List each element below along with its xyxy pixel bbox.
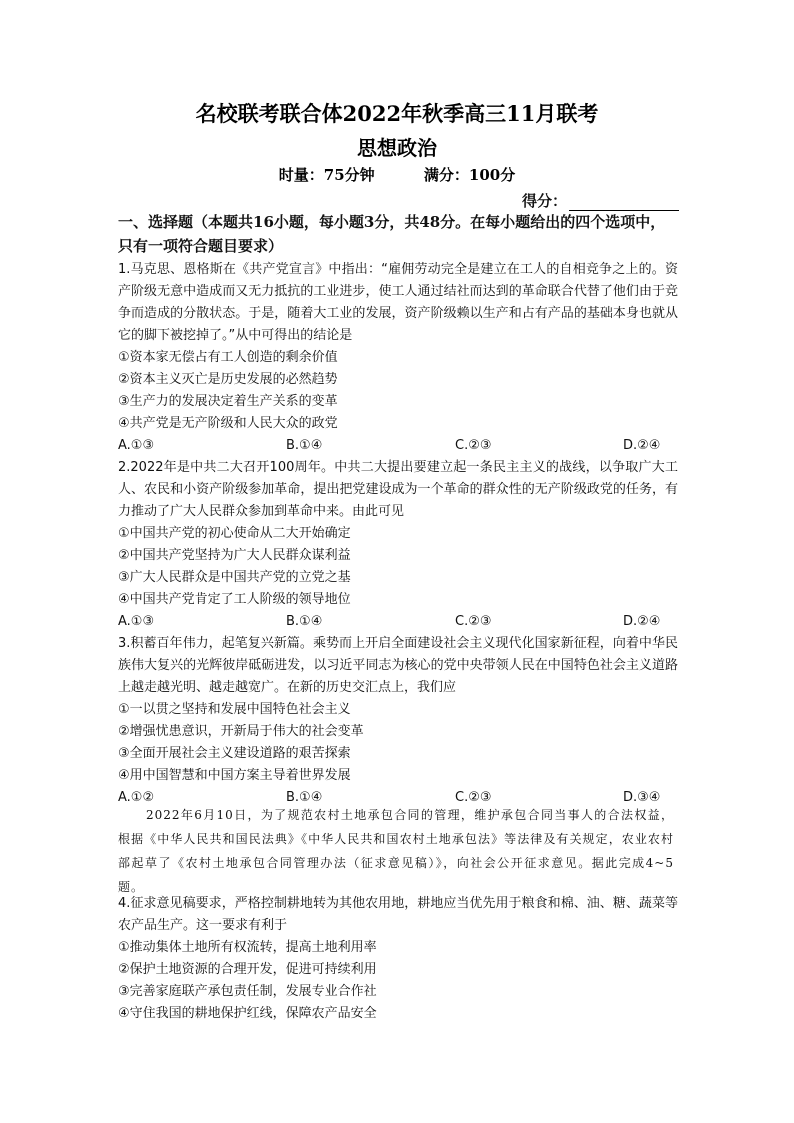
choice-a: A.①③ <box>118 438 155 453</box>
question-1-option-4: ④共产党是无产阶级和人民大众的政党 <box>118 416 338 431</box>
question-2-option-1: ①中国共产党的初心使命从二大开始确定 <box>118 526 351 541</box>
question-4-stem: 4.征求意见稿要求，严格控制耕地转为其他农用地，耕地应当优先用于粮食和棉、油、糖、蔬菜等农产品生产。这一要求有利于 <box>118 896 678 933</box>
exam-title: 名校联考联合体2022年秋季高三11月联考 <box>195 101 599 126</box>
question-3-option-3: ③全面开展社会主义建设道路的艰苦探索 <box>118 746 351 761</box>
question-2-choices <box>118 611 670 633</box>
question-2-option-4: ④中国共产党肯定了工人阶级的领导地位 <box>118 592 351 607</box>
choice-d: D.②④ <box>623 438 661 453</box>
subject-title: 思想政治 <box>357 136 437 160</box>
score-label: 得分： <box>522 192 568 210</box>
question-2-option-2: ②中国共产党坚持为广大人民群众谋利益 <box>118 548 351 563</box>
question-1-option-3: ③生产力的发展决定着生产关系的变革 <box>118 394 338 409</box>
question-3-stem: 3.积蓄百年伟力，起笔复兴新篇。乘势而上开启全面建设社会主义现代化国家新征程，向着中华民族伟大复兴的光辉彼岸砥砺进发，以习近平同志为核心的党中央带领人民在中国特色社会主义道路上越走越光明、越走越宽广。在新的历史交汇点上，我们应 <box>118 636 678 695</box>
exam-info <box>0 164 794 185</box>
question-2-stem: 2.2022年是中共二大召开100周年。中共二大提出要建立起一条民主主义的战线，以争取广大工人、农民和小资产阶级参加革命，提出把党建设成为一个革命的群众性的无产阶级政党的任务，有力推动了广大人民群众参加到革命中来。由此可见 <box>118 460 678 519</box>
question-3-option-1: ①一以贯之坚持和发展中国特色社会主义 <box>118 702 351 717</box>
choice-c: C.②③ <box>455 790 492 805</box>
choice-a: A.①③ <box>118 614 155 629</box>
question-1-stem: 1.马克思、恩格斯在《共产党宣言》中指出：“雇佣劳动完全是建立在工人的自相竞争之上的。资产阶级无意中造成而又无力抵抗的工业进步，使工人通过结社而达到的革命联合代替了他们由于竞争而造成的分散状态。于是，随着大工业的发展，资产阶级赖以生产和占有产品的基础本身也就从它的脚下被挖掉了。”从中可得出的结论是 <box>118 262 678 343</box>
choice-b: B.①④ <box>286 790 323 805</box>
question-2-option-3: ③广大人民群众是中国共产党的立党之基 <box>118 570 351 585</box>
choice-d: D.③④ <box>623 790 661 805</box>
material-passage: 2022年6月10日，为了规范农村土地承包合同的管理，维护承包合同当事人的合法权益，根据《中华人民共和国民法典》《中华人民共和国农村土地承包法》等法律及有关规定，农业农村部起草了《农村土地承包合同管理办法（征求意见稿）》，向社会公开征求意见。据此完成4~5题。 <box>118 808 674 894</box>
full-score: 满分：100分 <box>423 166 516 184</box>
question-1-option-2: ②资本主义灭亡是历史发展的必然趋势 <box>118 372 338 387</box>
score-field <box>522 190 679 211</box>
choice-b: B.①④ <box>286 438 323 453</box>
choice-c: C.②③ <box>455 438 492 453</box>
question-4-option-4: ④守住我国的耕地保护红线，保障农产品安全 <box>118 1006 377 1021</box>
choice-d: D.②④ <box>623 614 661 629</box>
choice-c: C.②③ <box>455 614 492 629</box>
question-1-option-1: ①资本家无偿占有工人创造的剩余价值 <box>118 350 338 365</box>
score-blank <box>569 196 679 211</box>
question-4-option-2: ②保护土地资源的合理开发，促进可持续利用 <box>118 962 377 977</box>
question-4-option-1: ①推动集体土地所有权流转，提高土地利用率 <box>118 940 377 955</box>
time-limit: 时量：75分钟 <box>278 166 375 184</box>
question-4-option-3: ③完善家庭联产承包责任制，发展专业合作社 <box>118 984 377 999</box>
section-heading: 一、选择题（本题共16小题，每小题3分，共48分。在每小题给出的四个选项中，只有一项符合题目要求） <box>118 213 666 255</box>
choice-a: A.①② <box>118 790 155 805</box>
choice-b: B.①④ <box>286 614 323 629</box>
question-1-choices <box>118 435 670 457</box>
question-3-option-2: ②增强忧患意识，开新局于伟大的社会变革 <box>118 724 364 739</box>
question-3-option-4: ④用中国智慧和中国方案主导着世界发展 <box>118 768 351 783</box>
